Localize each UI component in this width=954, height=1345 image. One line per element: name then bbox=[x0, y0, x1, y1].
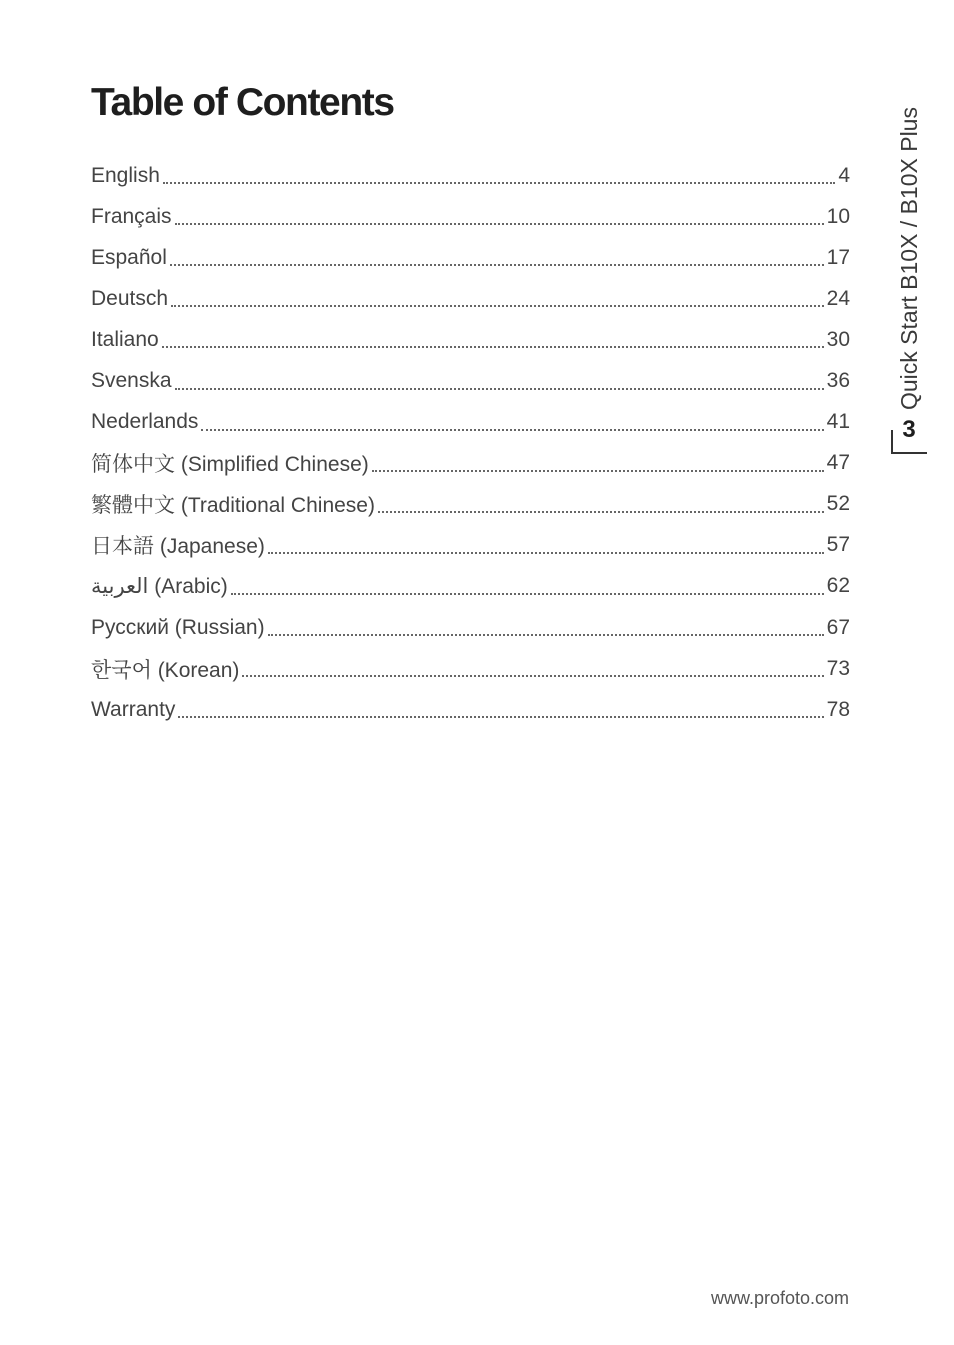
toc-entry-label: العربية (Arabic) bbox=[91, 574, 228, 598]
toc-entry-warranty[interactable] bbox=[91, 689, 850, 730]
footer-url[interactable]: www.profoto.com bbox=[711, 1288, 850, 1308]
toc-entry-label: 简体中文 (Simplified Chinese) bbox=[91, 453, 369, 477]
toc-entry-page: 10 bbox=[826, 204, 850, 228]
toc-dot-leader bbox=[163, 182, 835, 184]
toc-entry-page: 36 bbox=[826, 369, 850, 393]
page-title: Table of Contents bbox=[91, 81, 394, 124]
toc-entry-italiano[interactable] bbox=[91, 319, 850, 360]
toc-entry-label: 日本語 (Japanese) bbox=[91, 535, 265, 559]
toc-entry-page: 73 bbox=[826, 656, 850, 680]
toc-dot-leader bbox=[175, 388, 824, 390]
toc-entry-label: Svenska bbox=[91, 369, 172, 393]
toc-entry-page: 47 bbox=[826, 451, 850, 475]
toc-entry-page: 57 bbox=[826, 533, 850, 557]
toc-entry-page: 24 bbox=[826, 286, 850, 310]
running-header-title: Quick Start B10X / B10X Plus bbox=[896, 107, 922, 410]
toc-entry-page: 4 bbox=[838, 163, 850, 187]
toc-entry-page: 78 bbox=[826, 697, 850, 721]
toc-entry-page: 67 bbox=[826, 615, 850, 639]
toc-entry-page: 30 bbox=[826, 327, 850, 351]
page-number-bracket-rule bbox=[891, 430, 893, 454]
toc-entry-label: Deutsch bbox=[91, 286, 169, 310]
toc-entry-page: 52 bbox=[826, 492, 850, 516]
toc-dot-leader bbox=[175, 223, 824, 225]
toc-entry-espanol[interactable] bbox=[91, 237, 850, 278]
toc-entry-page: 41 bbox=[826, 410, 850, 434]
toc-entry-page: 17 bbox=[826, 245, 850, 269]
toc-dot-leader bbox=[201, 429, 823, 431]
toc-entry-korean[interactable] bbox=[91, 648, 850, 689]
toc-dot-leader bbox=[372, 470, 824, 472]
toc-dot-leader bbox=[171, 305, 824, 307]
toc-entry-deutsch[interactable] bbox=[91, 278, 850, 319]
toc-entry-label: Italiano bbox=[91, 327, 159, 351]
toc-entry-label: English bbox=[91, 163, 160, 187]
toc-dot-leader bbox=[242, 675, 823, 677]
toc-entry-label: Warranty bbox=[91, 697, 176, 721]
toc-dot-leader bbox=[231, 593, 824, 595]
toc-dot-leader bbox=[268, 552, 824, 554]
toc-entry-page: 62 bbox=[826, 574, 850, 598]
toc-entry-label: 繁體中文 (Traditional Chinese) bbox=[91, 494, 375, 518]
toc-dot-leader bbox=[268, 634, 824, 636]
toc-entry-russian[interactable] bbox=[91, 607, 850, 648]
page-number: 3 bbox=[902, 416, 916, 443]
toc-entry-label: Русский (Russian) bbox=[91, 615, 265, 639]
toc-dot-leader bbox=[170, 264, 824, 266]
side-running-header bbox=[891, 60, 927, 454]
toc-entry-label: Français bbox=[91, 204, 172, 228]
toc-entry-nederlands[interactable] bbox=[91, 402, 850, 443]
toc-dot-leader bbox=[178, 716, 823, 718]
toc-entry-simplified-chinese[interactable] bbox=[91, 443, 850, 484]
toc-entry-label: Español bbox=[91, 245, 167, 269]
toc-entry-label: Nederlands bbox=[91, 410, 199, 434]
toc-entry-traditional-chinese[interactable] bbox=[91, 484, 850, 525]
toc-entry-label: 한국어 (Korean) bbox=[91, 658, 240, 682]
toc-dot-leader bbox=[162, 346, 824, 348]
toc-dot-leader bbox=[378, 511, 824, 513]
toc-entry-svenska[interactable] bbox=[91, 360, 850, 401]
page-number-underline-rule bbox=[891, 452, 927, 454]
table-of-contents bbox=[91, 155, 850, 730]
toc-entry-english[interactable] bbox=[91, 155, 850, 196]
toc-entry-francais[interactable] bbox=[91, 196, 850, 237]
toc-entry-arabic[interactable] bbox=[91, 566, 850, 607]
toc-entry-japanese[interactable] bbox=[91, 525, 850, 566]
